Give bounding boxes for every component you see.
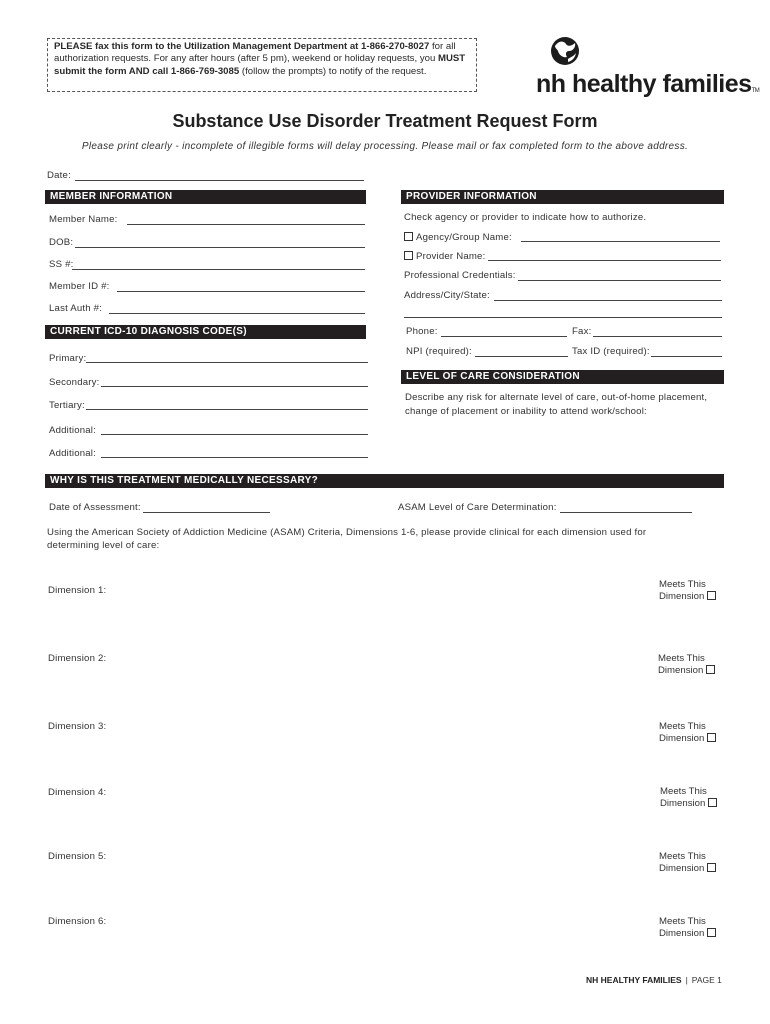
fax-notice xyxy=(47,38,477,92)
notice-bold-fax: PLEASE fax this form to the Utilization Management Department at 1-866-270-8027 xyxy=(54,41,430,52)
dimension-5-checkbox[interactable] xyxy=(707,863,716,872)
form-title: Substance Use Disorder Treatment Request Form xyxy=(172,111,598,131)
notice-bold-call: MUST submit the form AND call 1-866-769-3085 xyxy=(54,53,466,77)
tertiary-label: Tertiary: xyxy=(49,400,85,411)
fax-field[interactable] xyxy=(593,336,722,337)
notice-text-2: (follow the prompts) to notify of the request. xyxy=(239,65,427,77)
credentials-label: Professional Credentials: xyxy=(404,270,516,281)
dimension-5-label: Dimension 5: xyxy=(48,851,107,862)
trademark: TM xyxy=(751,88,760,94)
ss-field[interactable] xyxy=(72,269,365,270)
member-name-label: Member Name: xyxy=(49,214,118,225)
tax-id-label: Tax ID (required): xyxy=(572,346,650,357)
dimension-2-meets[interactable]: Meets This Dimension xyxy=(658,653,715,677)
fax-label: Fax: xyxy=(572,326,592,337)
asam-level-field[interactable] xyxy=(560,512,692,513)
level-of-care-header: LEVEL OF CARE CONSIDERATION xyxy=(401,370,724,384)
additional-2-label: Additional: xyxy=(49,448,97,459)
dimension-4-meets[interactable]: Meets This Dimension xyxy=(660,786,717,810)
phone-label: Phone: xyxy=(406,326,438,337)
date-of-assessment-label: Date of Assessment: xyxy=(49,502,141,513)
globe-logo-icon xyxy=(550,34,580,68)
date-field[interactable] xyxy=(75,180,364,181)
npi-label: NPI (required): xyxy=(406,346,472,357)
agency-label: Agency/Group Name: xyxy=(416,232,512,243)
dimension-2-checkbox[interactable] xyxy=(706,665,715,674)
date-of-assessment-field[interactable] xyxy=(143,512,270,513)
address-field-line-2[interactable] xyxy=(404,317,722,318)
secondary-label: Secondary: xyxy=(49,377,100,388)
address-label: Address/City/State: xyxy=(404,290,490,301)
agency-checkbox[interactable] xyxy=(404,232,413,241)
dimension-6-checkbox[interactable] xyxy=(707,928,716,937)
footer-page-number: PAGE 1 xyxy=(691,975,722,985)
address-field[interactable] xyxy=(494,300,722,301)
provider-name-field[interactable] xyxy=(488,260,721,261)
form-subtitle: Please print clearly - incomplete of illegible forms will delay processing. Please mail or fax completed form to the above address. xyxy=(81,141,689,152)
primary-field[interactable] xyxy=(86,362,368,363)
page-footer xyxy=(586,975,722,985)
tertiary-field[interactable] xyxy=(86,409,368,410)
dimension-3-checkbox[interactable] xyxy=(707,733,716,742)
dimension-1-label: Dimension 1: xyxy=(48,585,107,596)
agency-field[interactable] xyxy=(521,241,720,242)
member-info-header: MEMBER INFORMATION xyxy=(45,190,366,204)
medical-necessity-header: WHY IS THIS TREATMENT MEDICALLY NECESSARY? xyxy=(45,474,724,488)
dob-label: DOB: xyxy=(49,237,74,248)
footer-brand: NH HEALTHY FAMILIES xyxy=(586,975,682,985)
dimension-4-checkbox[interactable] xyxy=(708,798,717,807)
dimension-6-meets[interactable]: Meets This Dimension xyxy=(659,916,716,940)
footer-separator: | xyxy=(685,975,688,985)
ss-label: SS #: xyxy=(49,259,74,270)
dimension-1-meets[interactable]: Meets This Dimension xyxy=(659,579,716,603)
tax-id-field[interactable] xyxy=(651,356,722,357)
additional-1-label: Additional: xyxy=(49,425,97,436)
additional-1-field[interactable] xyxy=(101,434,368,435)
provider-info-header: PROVIDER INFORMATION xyxy=(401,190,724,204)
asam-instructions-1: Using the American Society of Addiction Medicine (ASAM) Criteria, Dimensions 1-6, please provide clinical for each dimension used for xyxy=(47,527,647,538)
agency-option[interactable] xyxy=(404,232,512,243)
credentials-field[interactable] xyxy=(518,280,721,281)
dimension-1-checkbox[interactable] xyxy=(707,591,716,600)
level-of-care-text-2: change of placement or inability to attend work/school: xyxy=(405,406,647,417)
logo-wordmark: nh healthy familiesTM xyxy=(536,70,760,98)
last-auth-label: Last Auth #: xyxy=(49,303,103,314)
provider-checkbox[interactable] xyxy=(404,251,413,260)
date-label: Date: xyxy=(47,170,71,181)
provider-instructions: Check agency or provider to indicate how to authorize. xyxy=(404,212,647,223)
npi-field[interactable] xyxy=(475,356,568,357)
member-id-label: Member ID #: xyxy=(49,281,110,292)
diagnosis-header: CURRENT ICD-10 DIAGNOSIS CODE(S) xyxy=(45,325,366,339)
provider-option[interactable] xyxy=(404,251,485,262)
provider-name-label: Provider Name: xyxy=(416,251,486,262)
dob-field[interactable] xyxy=(75,247,365,248)
level-of-care-text-1: Describe any risk for alternate level of care, out-of-home placement, xyxy=(405,392,708,403)
asam-level-label: ASAM Level of Care Determination: xyxy=(398,502,557,513)
dimension-5-meets[interactable]: Meets This Dimension xyxy=(659,851,716,875)
last-auth-field[interactable] xyxy=(109,313,365,314)
dimension-2-label: Dimension 2: xyxy=(48,653,107,664)
primary-label: Primary: xyxy=(49,353,87,364)
dimension-4-label: Dimension 4: xyxy=(48,787,107,798)
notice-text-1: for all authorization requests. For any after hours (after 5 pm), weekend or holiday requests, you xyxy=(54,41,456,65)
dimension-3-label: Dimension 3: xyxy=(48,721,107,732)
additional-2-field[interactable] xyxy=(101,457,368,458)
member-name-field[interactable] xyxy=(127,224,365,225)
dimension-3-meets[interactable]: Meets This Dimension xyxy=(659,721,716,745)
dimension-6-label: Dimension 6: xyxy=(48,916,107,927)
member-id-field[interactable] xyxy=(117,291,365,292)
phone-field[interactable] xyxy=(441,336,567,337)
asam-instructions-2: determining level of care: xyxy=(47,540,160,551)
secondary-field[interactable] xyxy=(101,386,368,387)
